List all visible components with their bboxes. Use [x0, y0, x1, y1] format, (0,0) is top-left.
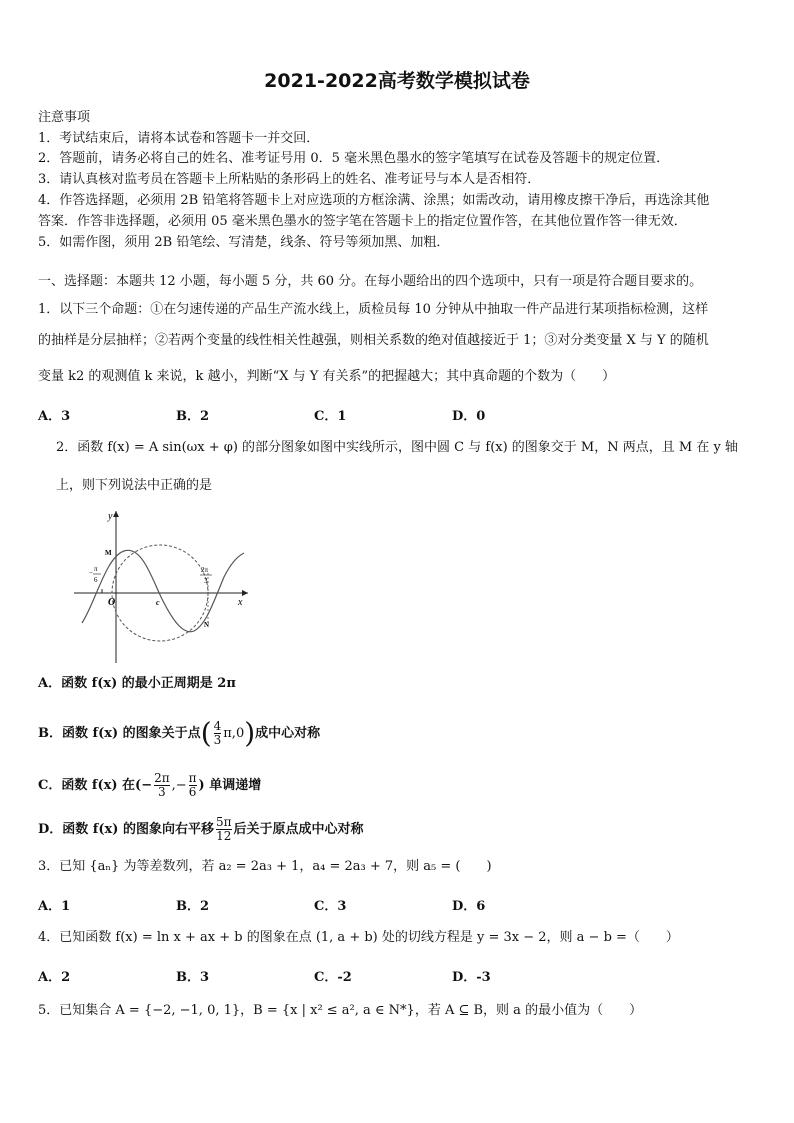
frac-num: 2π	[154, 771, 170, 785]
q2-option-b-frac	[214, 720, 222, 747]
q2-option-b-mid: π,0	[223, 726, 245, 741]
tick-left-num: π	[94, 565, 98, 573]
q2-option-c	[38, 772, 261, 799]
q1-line: 变量 k2 的观测值 k 来说，k 越小，判断“X 与 Y 有关系”的把握越大；其中真命题的个数为（ ）	[38, 369, 616, 384]
frac-den: 6	[188, 785, 197, 799]
q3-option-a: A．1	[38, 899, 71, 914]
notice-item: 1．考试结束后，请将本试卷和答题卡一并交回．	[38, 131, 320, 146]
q2-option-c-frac1	[154, 772, 170, 799]
section-heading: 一、选择题：本题共 12 小题，每小题 5 分，共 60 分。在每小题给出的四个选项中，只有一项是符合题目要求的。	[38, 274, 703, 289]
q2-option-c-mid: ,−	[171, 778, 187, 793]
q3-option-b: B．2	[176, 899, 210, 914]
axis-label-y: y	[108, 511, 113, 522]
notice-heading: 注意事项	[38, 110, 91, 125]
page-title: 2021-2022高考数学模拟试卷	[264, 70, 530, 92]
q2-option-d-frac	[216, 816, 232, 843]
q4-line: 4．已知函数 f(x) = ln x + ax + b 的图象在点 (1, a + b) 处的切线方程是 y = 3x − 2，则 a − b =（ ）	[38, 930, 679, 945]
q4-option-a: A．2	[38, 970, 71, 985]
x-axis-arrow	[242, 590, 248, 596]
q1-option-d: D．0	[452, 409, 486, 424]
q2-option-a	[38, 676, 236, 692]
q3-option-d: D．6	[452, 899, 486, 914]
q2-line: 上，则下列说法中正确的是	[56, 478, 213, 493]
q2-option-d-post: 后关于原点成中心对称	[233, 822, 364, 837]
notice-item: 2．答题前，请务必将自己的姓名、准考证号用 0．5 毫米黑色墨水的签字笔填写在试卷及答题卡的规定位置．	[38, 151, 670, 166]
q1-line: 的抽样是分层抽样；②若两个变量的线性相关性越强，则相关系数的绝对值越接近于 1；③对分类变量 X 与 Y 的随机	[38, 333, 709, 348]
q1-option-b: B．2	[176, 409, 210, 424]
q2-option-b-post: 成中心对称	[255, 726, 321, 741]
q4-option-c: C．-2	[314, 970, 352, 985]
frac-den: 3	[213, 733, 222, 747]
q2-option-d	[38, 816, 364, 843]
q2-sine-graph	[72, 505, 252, 665]
q1-option-a: A．3	[38, 409, 71, 424]
tick-right-den: 3	[204, 577, 208, 585]
frac-den: 3	[154, 785, 170, 799]
paren-close: )	[244, 716, 256, 750]
notice-item: 答案．作答非选择题，必须用 05 毫米黑色墨水的签字笔在答题卡上的指定位置作答，在其他位置作答一律无效．	[38, 214, 687, 229]
q1-line: 1．以下三个命题：①在匀速传递的产品生产流水线上，质检员每 10 分钟从中抽取一件产品进行某项指标检测，这样	[38, 302, 709, 317]
q2-option-a-text: A．函数 f(x) 的最小正周期是 2π	[38, 676, 236, 691]
notice-item: 3．请认真核对监考员在答题卡上所粘贴的条形码上的姓名、准考证号与本人是否相符．	[38, 172, 541, 187]
frac-num: 5π	[215, 815, 232, 829]
q3-line: 3．已知 {aₙ} 为等差数列，若 a₂ = 2a₃ + 1，a₄ = 2a₃ + 7，则 a₅ = ( )	[38, 859, 492, 874]
q3-option-c: C．3	[314, 899, 347, 914]
y-axis-arrow	[113, 511, 119, 517]
q2-option-c-frac2	[189, 772, 197, 799]
origin-label: O	[108, 597, 116, 608]
axis-label-x: x	[238, 597, 243, 608]
tick-left-sign: −	[89, 569, 93, 577]
frac-num: 4	[213, 719, 222, 733]
q4-option-b: B．3	[176, 970, 210, 985]
q4-option-d: D．-3	[452, 970, 491, 985]
point-c-label: c	[156, 598, 160, 607]
frac-den: 12	[216, 829, 232, 843]
tick-right-num: 2π	[201, 566, 209, 574]
frac-num: π	[188, 771, 197, 785]
q5-line: 5．已知集合 A = {−2, −1, 0, 1}，B = {x | x² ≤ a², a ∈ N*}，若 A ⊆ B，则 a 的最小值为（ ）	[38, 1003, 643, 1018]
q2-line: 2．函数 f(x) = A sin(ωx + φ) 的部分图象如图中实线所示，图中圆 C 与 f(x) 的图象交于 M，N 两点，且 M 在 y 轴	[56, 440, 738, 455]
q2-option-c-pre: C．函数 f(x) 在(−	[38, 778, 153, 793]
q2-option-b	[38, 716, 321, 750]
q2-option-b-pre: B．函数 f(x) 的图象关于点	[38, 726, 201, 741]
q2-option-c-post: ) 单调递增	[198, 778, 262, 793]
q2-option-d-pre: D．函数 f(x) 的图象向右平移	[38, 822, 214, 837]
paren-open: (	[200, 716, 212, 750]
sine-curve	[82, 550, 244, 631]
tick-left-den: 6	[94, 576, 98, 584]
notice-item: 4．作答选择题，必须用 2B 铅笔将答题卡上对应选项的方框涂满、涂黑；如需改动，请用橡皮擦干净后，再选涂其他	[38, 193, 710, 208]
point-m-label: M	[105, 549, 112, 557]
q1-option-c: C．1	[314, 409, 347, 424]
notice-item: 5．如需作图，须用 2B 铅笔绘、写清楚，线条、符号等须加黑、加粗．	[38, 235, 450, 250]
point-n-label: N	[204, 621, 210, 629]
